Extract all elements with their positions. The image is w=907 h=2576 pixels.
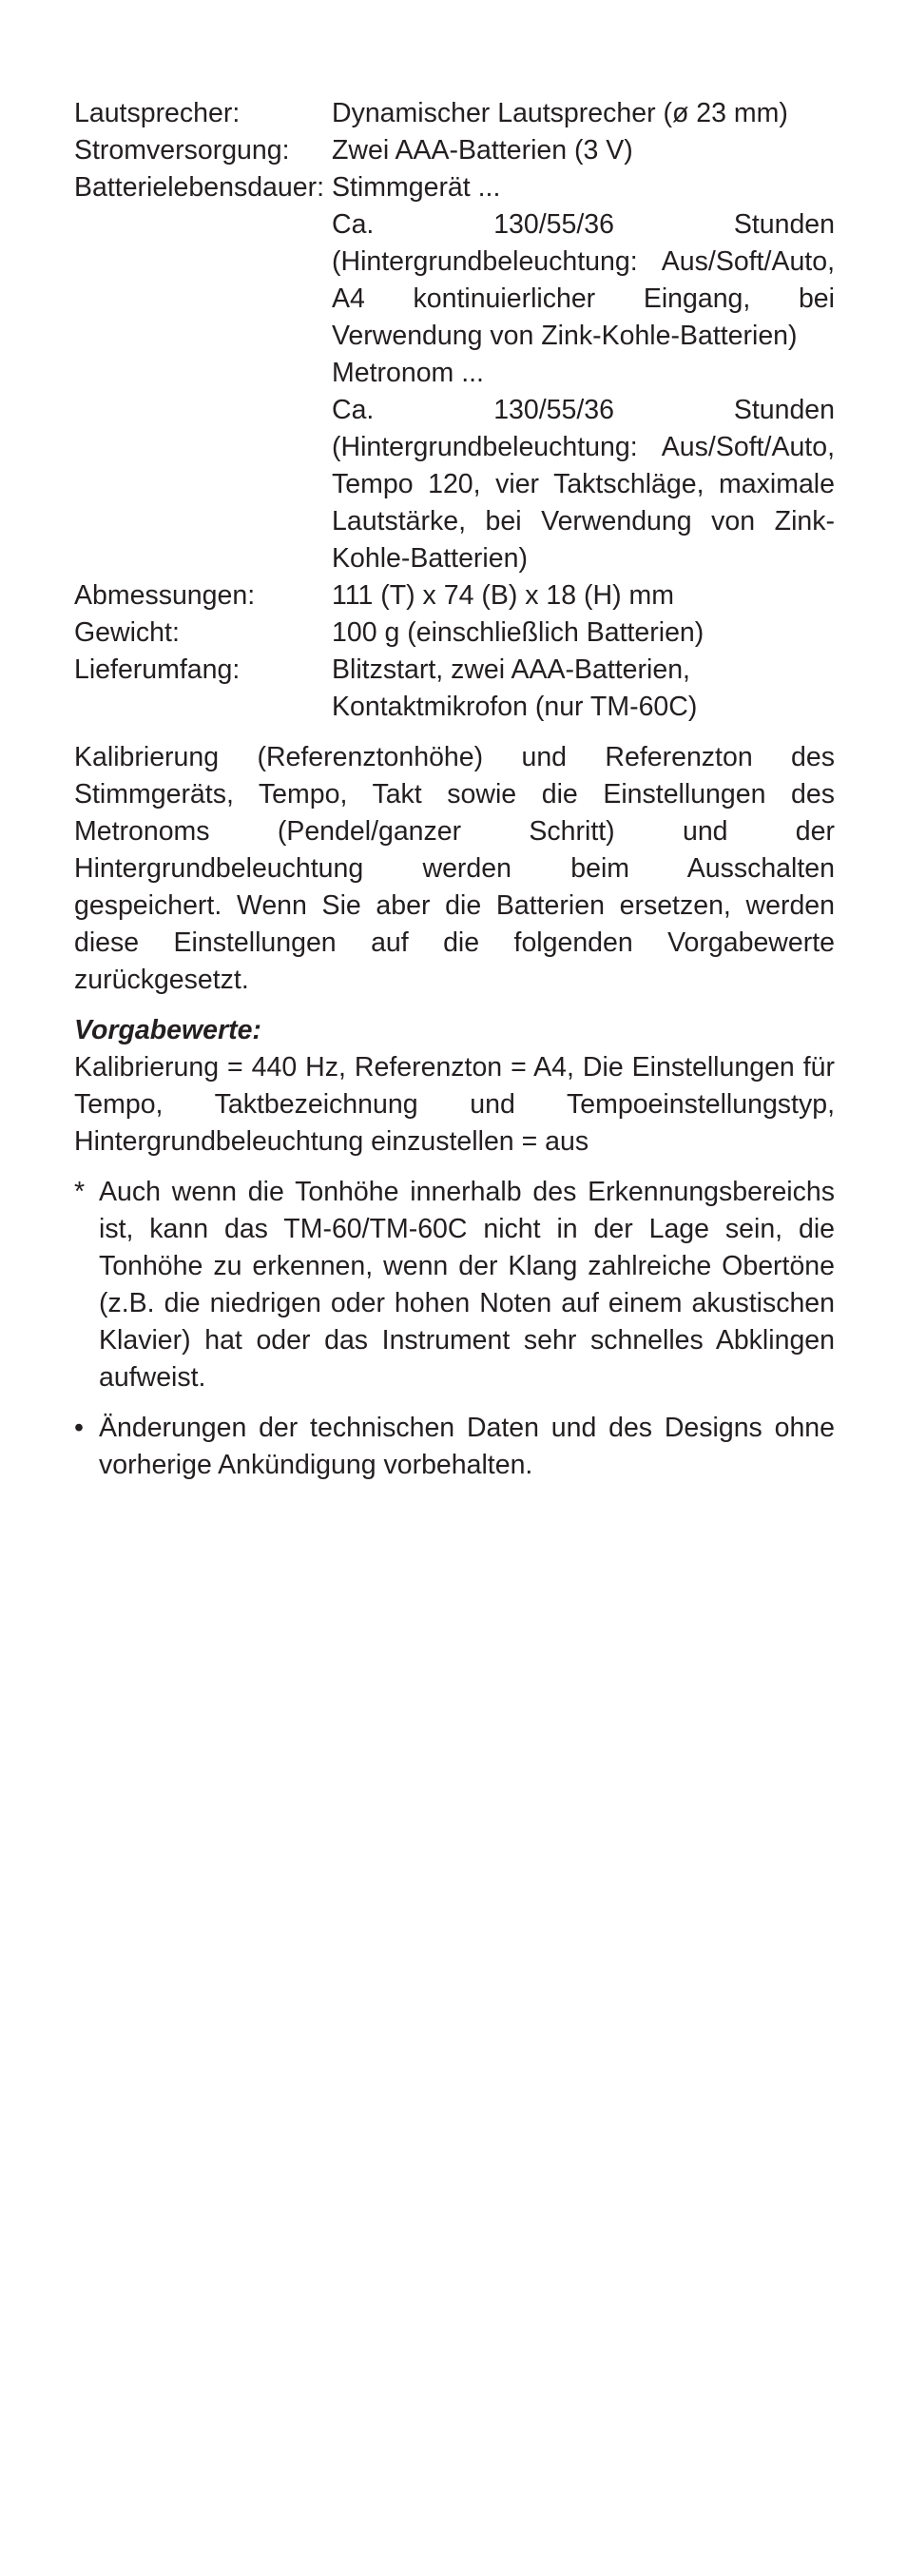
spec-row-weight [74, 615, 835, 652]
footnote [74, 1174, 835, 1396]
footnote-text: Auch wenn die Tonhöhe innerhalb des Erkennungsbereichs ist, kann das TM-60/TM-60C nicht in der Lage sein, die Tonhöhe zu erkennen, wenn der Klang zahlreiche Obertöne (z.B. die niedrigen oder hohen Noten auf einem akustischen Klavier) hat oder das Instrument sehr schnelles Abklingen aufweist. [99, 1177, 835, 1393]
spec-value: 100 g (einschließlich Batterien) [332, 617, 704, 648]
spec-value-detail: Ca. 130/55/36 Stunden (Hintergrundbeleuchtung: Aus/Soft/Auto, Tempo 120, vier Taktschläge, maximale Lautstärke, bei Verwendung von Zink-Kohle-Batterien) [332, 395, 835, 574]
defaults-paragraph: Kalibrierung = 440 Hz, Referenzton = A4, Die Einstellungen für Tempo, Taktbezeichnung und Tempoeinstellungstyp, Hintergrundbeleuchtung einzustellen = aus [74, 1052, 835, 1157]
spec-label: Stromversorgung: [74, 135, 290, 166]
bullet-text: Änderungen der technischen Daten und des Designs ohne vorherige Ankündigung vorbehalten. [99, 1413, 835, 1480]
spec-row-included [74, 652, 835, 726]
storage-paragraph: Kalibrierung (Referenztonhöhe) und Referenzton des Stimmgeräts, Tempo, Takt sowie die Einstellungen des Metronoms (Pendel/ganzer Schritt) und der Hintergrundbeleuchtung werden beim Ausschalten gespeichert. Wenn Sie aber die Batterien ersetzen, werden diese Einstellungen auf die folgenden Vorgabewerte zurückgesetzt. [74, 742, 835, 995]
spec-value: Dynamischer Lautsprecher (ø 23 mm) [332, 98, 788, 128]
spec-row-speaker [74, 95, 835, 132]
asterisk-marker: * [74, 1177, 86, 1207]
spec-value-detail: Metronom ... [332, 358, 484, 388]
spec-label: Batterielebensdauer: [74, 172, 325, 203]
spec-label: Abmessungen: [74, 580, 256, 611]
spec-row-battery-life [74, 169, 835, 577]
defaults-heading: Vorgabewerte: [74, 1015, 261, 1045]
spec-value: 111 (T) x 74 (B) x 18 (H) mm [332, 580, 674, 611]
spec-value: Stimmgerät ... [332, 172, 501, 203]
spec-label: Lieferumfang: [74, 654, 241, 685]
spec-value: Zwei AAA-Batterien (3 V) [332, 135, 633, 166]
bullet-icon: • [74, 1413, 84, 1443]
spec-row-power [74, 132, 835, 169]
document-page [74, 95, 835, 1484]
spec-label: Gewicht: [74, 617, 180, 648]
spec-label: Lautsprecher: [74, 98, 241, 128]
bullet-item [74, 1410, 835, 1484]
spec-value: Blitzstart, zwei AAA-Batterien, Kontaktmikrofon (nur TM-60C) [332, 654, 698, 722]
spec-value-detail: Ca. 130/55/36 Stunden (Hintergrundbeleuchtung: Aus/Soft/Auto, A4 kontinuierlicher Eingang, bei Verwendung von Zink-Kohle-Batterien) [332, 209, 835, 351]
spec-value-group [332, 169, 835, 577]
spec-row-dimensions [74, 577, 835, 615]
spec-table [74, 95, 835, 726]
